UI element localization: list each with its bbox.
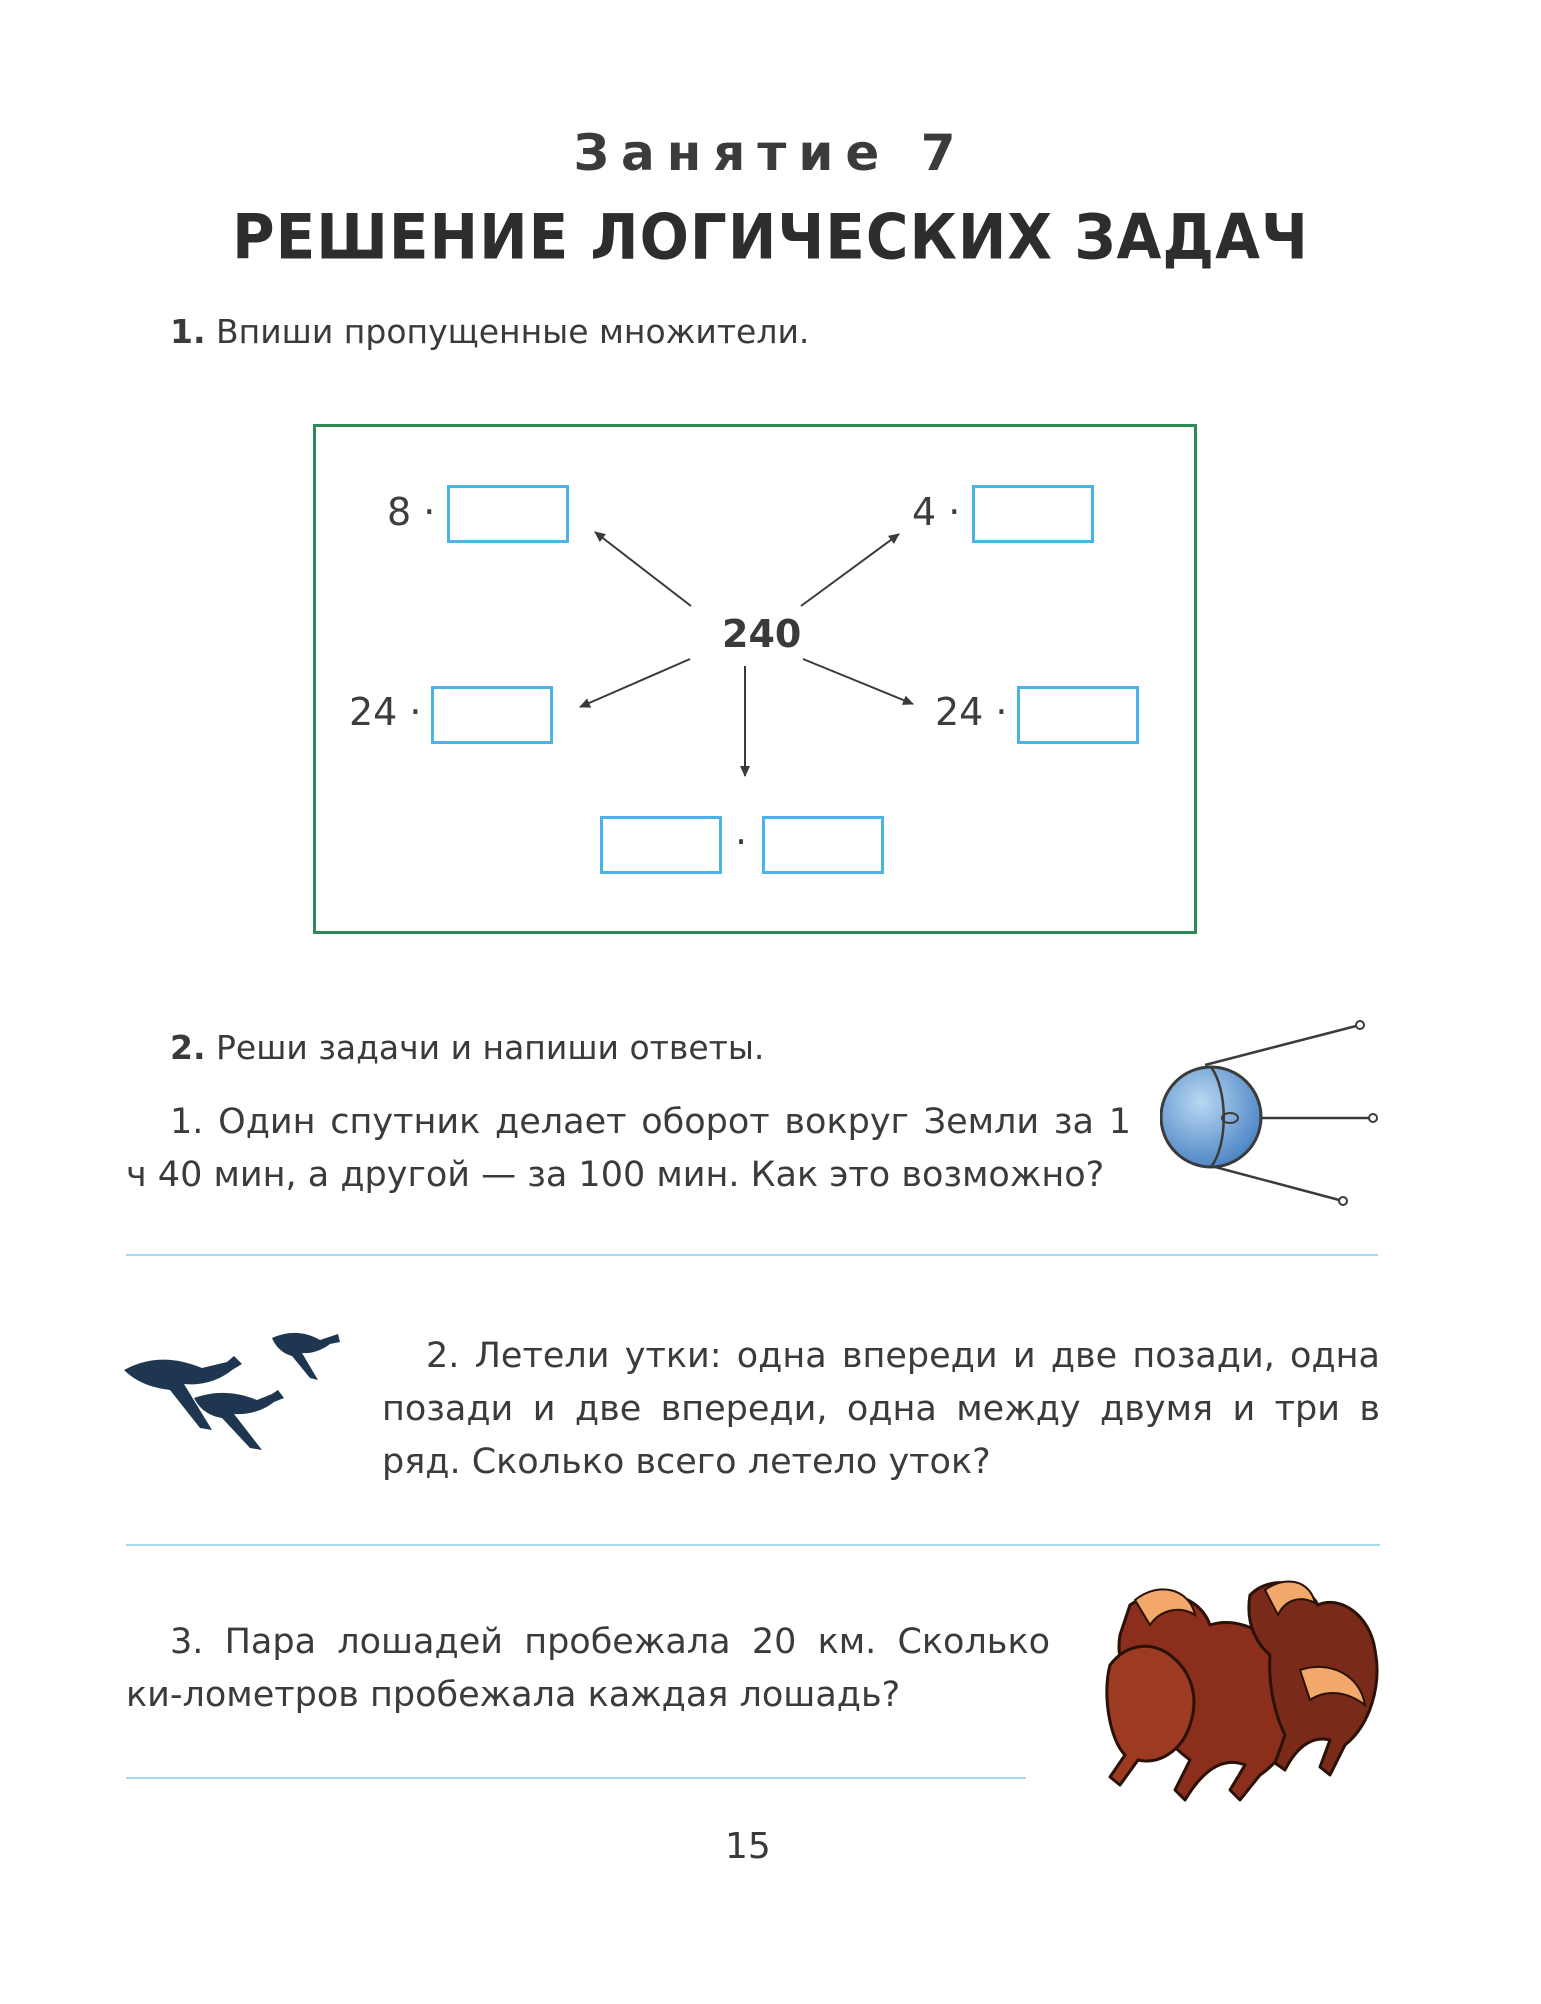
page-number: 15 xyxy=(725,1826,771,1867)
arrow-top-right xyxy=(801,534,899,606)
factor-mid-right: 24 · xyxy=(935,690,1008,734)
arrow-top-left xyxy=(595,532,691,606)
problem-3-text: 3. Пара лошадей пробежала 20 км. Сколько ки-лометров пробежала каждая лошадь? xyxy=(126,1622,1050,1715)
task-1-text: Впиши пропущенные множители. xyxy=(216,312,810,351)
answer-box-top-left[interactable] xyxy=(447,485,569,543)
answer-box-mid-right[interactable] xyxy=(1017,686,1139,744)
answer-box-bottom-left[interactable] xyxy=(600,816,722,874)
lesson-number: Занятие 7 xyxy=(573,124,968,182)
satellite-icon xyxy=(1160,1015,1390,1215)
factor-mid-left: 24 · xyxy=(349,690,422,734)
answer-line-3[interactable] xyxy=(126,1777,1026,1779)
answer-box-bottom-right[interactable] xyxy=(762,816,884,874)
ducks-icon xyxy=(122,1320,342,1460)
factor-top-left: 8 · xyxy=(387,490,436,534)
task-2-number: 2. xyxy=(170,1028,206,1067)
arrow-mid-left xyxy=(580,659,690,707)
task-2-heading xyxy=(170,1028,764,1067)
page-title: РЕШЕНИЕ ЛОГИЧЕСКИХ ЗАДАЧ xyxy=(232,200,1309,274)
problem-1-text: 1. Один спутник делает оборот вокруг Земли за 1 ч 40 мин, а другой — за 100 мин. Как это возможно? xyxy=(126,1102,1131,1195)
horses-icon xyxy=(1090,1575,1390,1815)
answer-box-mid-left[interactable] xyxy=(431,686,553,744)
task-1-number: 1. xyxy=(170,312,206,351)
answer-box-top-right[interactable] xyxy=(972,485,1094,543)
factor-top-right: 4 · xyxy=(912,490,961,534)
task-1-heading xyxy=(170,312,809,351)
problem-2-text: 2. Летели утки: одна впереди и две позади, одна позади и две впереди, одна между двумя и три в ряд. Сколько всего летело уток? xyxy=(382,1336,1380,1482)
arrow-mid-right xyxy=(803,659,913,704)
answer-line-2[interactable] xyxy=(126,1544,1380,1546)
bottom-dot: · xyxy=(735,820,748,864)
answer-line-1[interactable] xyxy=(126,1254,1378,1256)
task-2-text: Реши задачи и напиши ответы. xyxy=(216,1028,765,1067)
center-number: 240 xyxy=(722,612,802,656)
